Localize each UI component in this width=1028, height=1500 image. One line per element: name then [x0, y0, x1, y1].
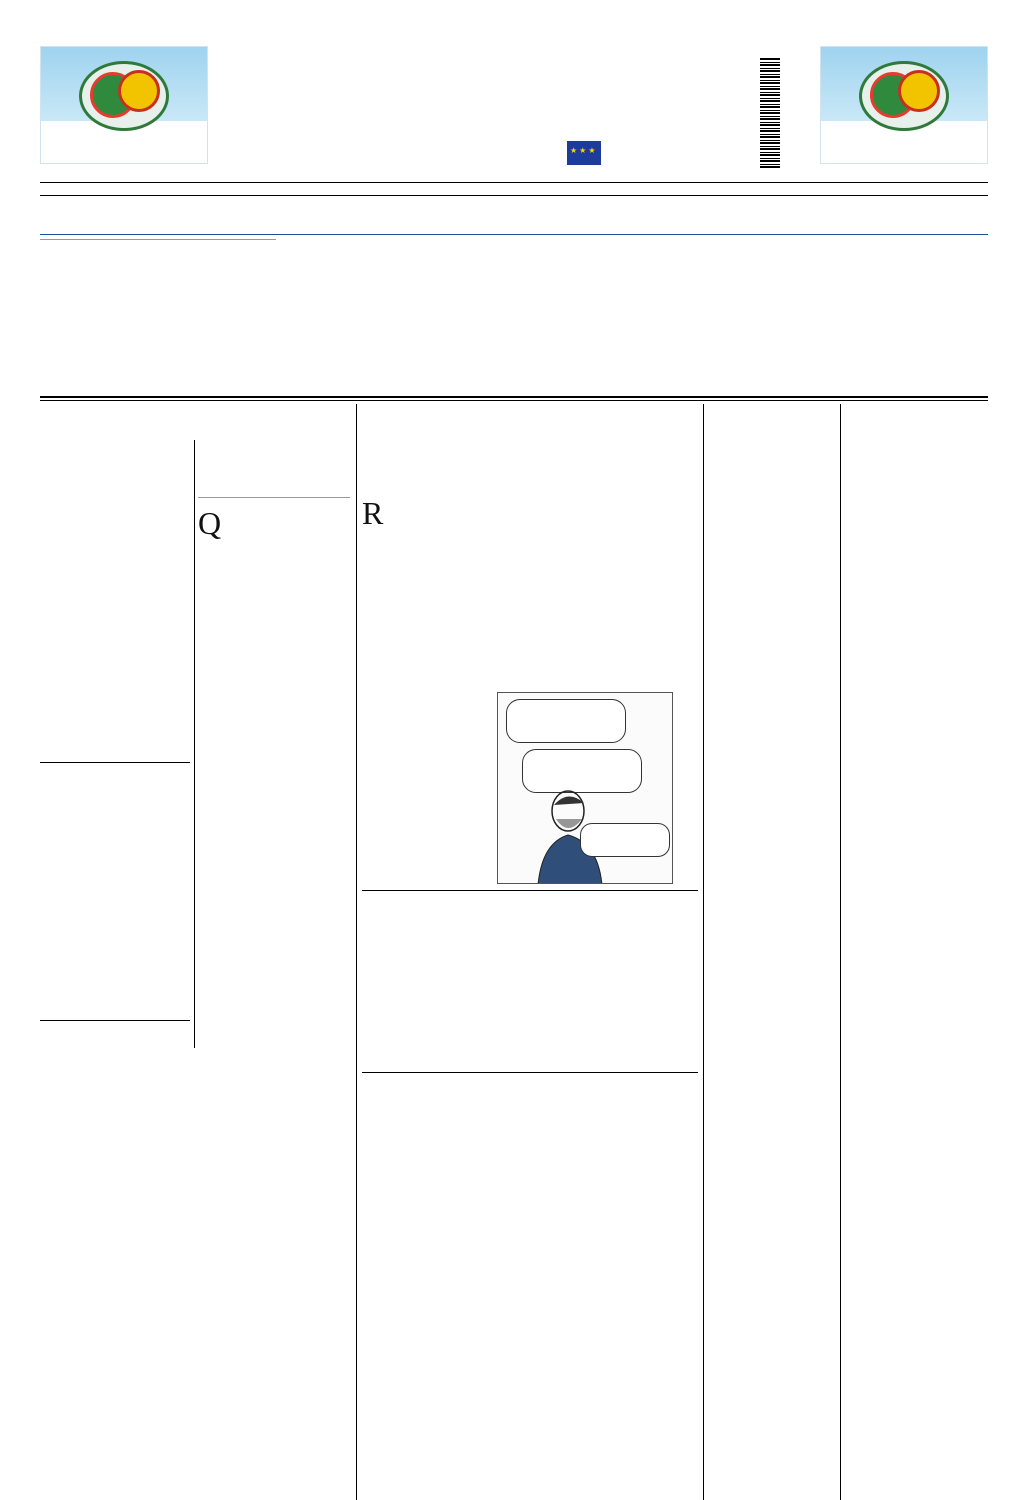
eu-flag-icon — [567, 141, 601, 165]
essay-body — [198, 508, 350, 1038]
bufala-logo-icon — [79, 61, 169, 131]
lead-byline — [40, 239, 276, 243]
memoria-body — [40, 510, 190, 750]
buio-body — [40, 852, 190, 1010]
dropcap: Q — [198, 508, 222, 541]
essay-deck — [198, 440, 350, 492]
conflitto-col1 — [362, 498, 492, 768]
lead-column-1 — [40, 236, 276, 358]
bufala-logo-icon — [859, 61, 949, 131]
essay-byline — [198, 497, 350, 501]
bimbi-deck — [708, 434, 836, 504]
conflitto-col1b — [362, 768, 492, 886]
info-line — [40, 182, 988, 196]
conflitto-deck — [362, 440, 698, 492]
lead-column-4 — [750, 236, 988, 358]
lead-column-2 — [284, 236, 506, 358]
cartoon-illustration — [497, 692, 673, 884]
speech-bubble-3 — [580, 823, 670, 857]
lead-column-3 — [514, 236, 742, 358]
ferrari-deck — [362, 926, 698, 944]
ad-left[interactable] — [40, 46, 208, 164]
antonio-deck — [846, 434, 988, 492]
dropcap: R — [362, 498, 384, 531]
barcode-icon — [760, 58, 780, 168]
pm-deck — [362, 1108, 698, 1126]
conflitto-col2 — [498, 498, 694, 690]
ad-right[interactable] — [820, 46, 988, 164]
buio-deck — [40, 794, 190, 844]
memoria-deck — [40, 440, 190, 504]
lead-headline[interactable] — [60, 200, 980, 232]
